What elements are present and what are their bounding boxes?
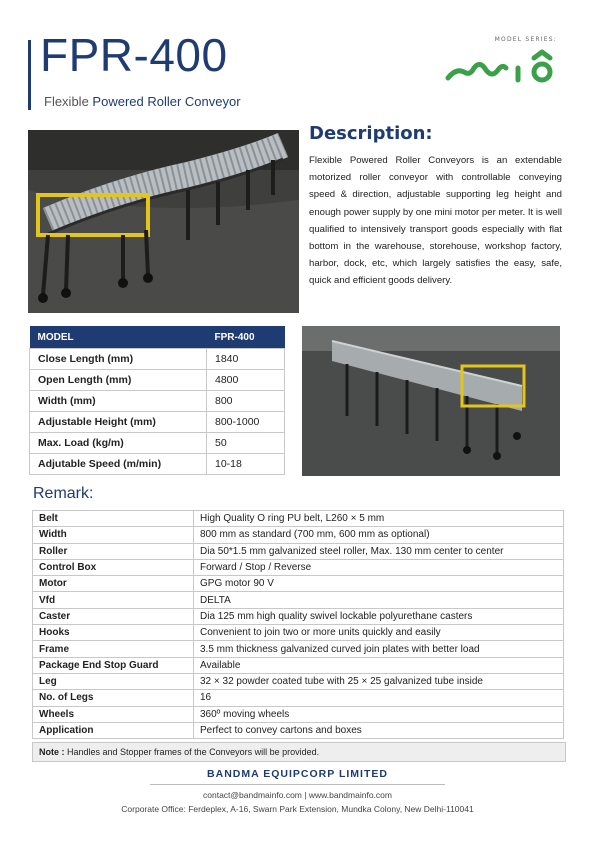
remark-value: Forward / Stop / Reverse bbox=[194, 559, 564, 575]
remark-value: Dia 125 mm high quality swivel lockable polyurethane casters bbox=[194, 608, 564, 624]
remark-row bbox=[33, 641, 564, 657]
spec-value: 800 bbox=[207, 391, 285, 412]
spec-key: Width (mm) bbox=[30, 391, 207, 412]
remark-key: Frame bbox=[33, 641, 194, 657]
remark-value: 800 mm as standard (700 mm, 600 mm as optional) bbox=[194, 527, 564, 543]
remark-row bbox=[33, 722, 564, 738]
remarks-note bbox=[32, 742, 566, 762]
spec-value: 10-18 bbox=[207, 454, 285, 475]
remark-value: 360º moving wheels bbox=[194, 706, 564, 722]
spec-row bbox=[30, 349, 285, 370]
spec-header-model: MODEL bbox=[30, 326, 207, 349]
remark-key: No. of Legs bbox=[33, 690, 194, 706]
remark-value: Available bbox=[194, 657, 564, 673]
model-series-label: MODEL SERIES: bbox=[494, 36, 557, 43]
spec-key: Close Length (mm) bbox=[30, 349, 207, 370]
subtitle-main: Powered Roller Conveyor bbox=[92, 94, 241, 109]
footer-divider bbox=[150, 784, 445, 785]
spec-value: 50 bbox=[207, 433, 285, 454]
spec-key: Adjustable Height (mm) bbox=[30, 412, 207, 433]
remark-row bbox=[33, 527, 564, 543]
remark-row bbox=[33, 576, 564, 592]
model-spec-table bbox=[29, 326, 285, 475]
spec-header-value: FPR-400 bbox=[207, 326, 285, 349]
remark-row bbox=[33, 543, 564, 559]
remark-value: 32 × 32 powder coated tube with 25 × 25 galvanized tube inside bbox=[194, 673, 564, 689]
remark-key: Vfd bbox=[33, 592, 194, 608]
conveyor-photo-extended bbox=[302, 326, 560, 476]
remark-value: 16 bbox=[194, 690, 564, 706]
spec-header-row bbox=[30, 326, 285, 349]
spec-row bbox=[30, 370, 285, 391]
remark-key: Caster bbox=[33, 608, 194, 624]
description-heading: Description: bbox=[309, 123, 433, 144]
spec-value: 800-1000 bbox=[207, 412, 285, 433]
spec-key: Adjutable Speed (m/min) bbox=[30, 454, 207, 475]
remark-row bbox=[33, 706, 564, 722]
remark-row bbox=[33, 657, 564, 673]
remark-key: Motor bbox=[33, 576, 194, 592]
remarks-table bbox=[32, 510, 564, 739]
remark-value: Dia 50*1.5 mm galvanized steel roller, Max. 130 mm center to center bbox=[194, 543, 564, 559]
spec-value: 1840 bbox=[207, 349, 285, 370]
remark-key: Application bbox=[33, 722, 194, 738]
remark-key: Package End Stop Guard bbox=[33, 657, 194, 673]
remark-value: 3.5 mm thickness galvanized curved join plates with better load bbox=[194, 641, 564, 657]
remark-key: Hooks bbox=[33, 625, 194, 641]
conveyor-photo-curved bbox=[28, 130, 299, 313]
remark-key: Wheels bbox=[33, 706, 194, 722]
remark-key: Leg bbox=[33, 673, 194, 689]
remark-row bbox=[33, 690, 564, 706]
spec-row bbox=[30, 412, 285, 433]
remark-row bbox=[33, 592, 564, 608]
remark-row bbox=[33, 608, 564, 624]
remark-key: Width bbox=[33, 527, 194, 543]
remark-key: Control Box bbox=[33, 559, 194, 575]
company-name: BANDMA EQUIPCORP LIMITED bbox=[207, 768, 388, 780]
note-text: Handles and Stopper frames of the Conveyors will be provided. bbox=[64, 747, 320, 757]
remark-key: Belt bbox=[33, 511, 194, 527]
note-label: Note : bbox=[39, 747, 65, 757]
spec-value: 4800 bbox=[207, 370, 285, 391]
remark-row bbox=[33, 511, 564, 527]
spec-row bbox=[30, 391, 285, 412]
description-text: Flexible Powered Roller Conveyors is an extendable motorized roller conveyor with controllable conveying speed & direction, adjustable supporting leg height and enough power supply by one mini motor per meter. It is well qualified to intensively transport goods especially with flat bottom in the warehouse, storehouse, workshop factory, harbor, dock, etc, which largely satisfies the easy, safe, quick and efficient goods delivery. bbox=[309, 155, 562, 287]
remark-key: Roller bbox=[33, 543, 194, 559]
remark-value: High Quality O ring PU belt, L260 × 5 mm bbox=[194, 511, 564, 527]
page-subtitle bbox=[44, 94, 241, 109]
page-title: FPR-400 bbox=[40, 29, 228, 81]
mio-logo bbox=[442, 48, 562, 88]
remark-value: DELTA bbox=[194, 592, 564, 608]
title-accent-bar bbox=[28, 40, 31, 110]
subtitle-prefix: Flexible bbox=[44, 94, 93, 109]
remark-row bbox=[33, 559, 564, 575]
contact-line: contact@bandmainfo.com | www.bandmainfo.com bbox=[203, 790, 392, 800]
spec-key: Max. Load (kg/m) bbox=[30, 433, 207, 454]
office-address: Corporate Office: Ferdeplex, A-16, Swarn Park Extension, Mundka Colony, New Delhi-110041 bbox=[121, 804, 474, 814]
remark-row bbox=[33, 673, 564, 689]
spec-row bbox=[30, 454, 285, 475]
spec-key: Open Length (mm) bbox=[30, 370, 207, 391]
remark-value: GPG motor 90 V bbox=[194, 576, 564, 592]
remark-row bbox=[33, 625, 564, 641]
remark-value: Perfect to convey cartons and boxes bbox=[194, 722, 564, 738]
spec-row bbox=[30, 433, 285, 454]
remark-value: Convenient to join two or more units quickly and easily bbox=[194, 625, 564, 641]
remark-heading: Remark: bbox=[33, 485, 94, 502]
